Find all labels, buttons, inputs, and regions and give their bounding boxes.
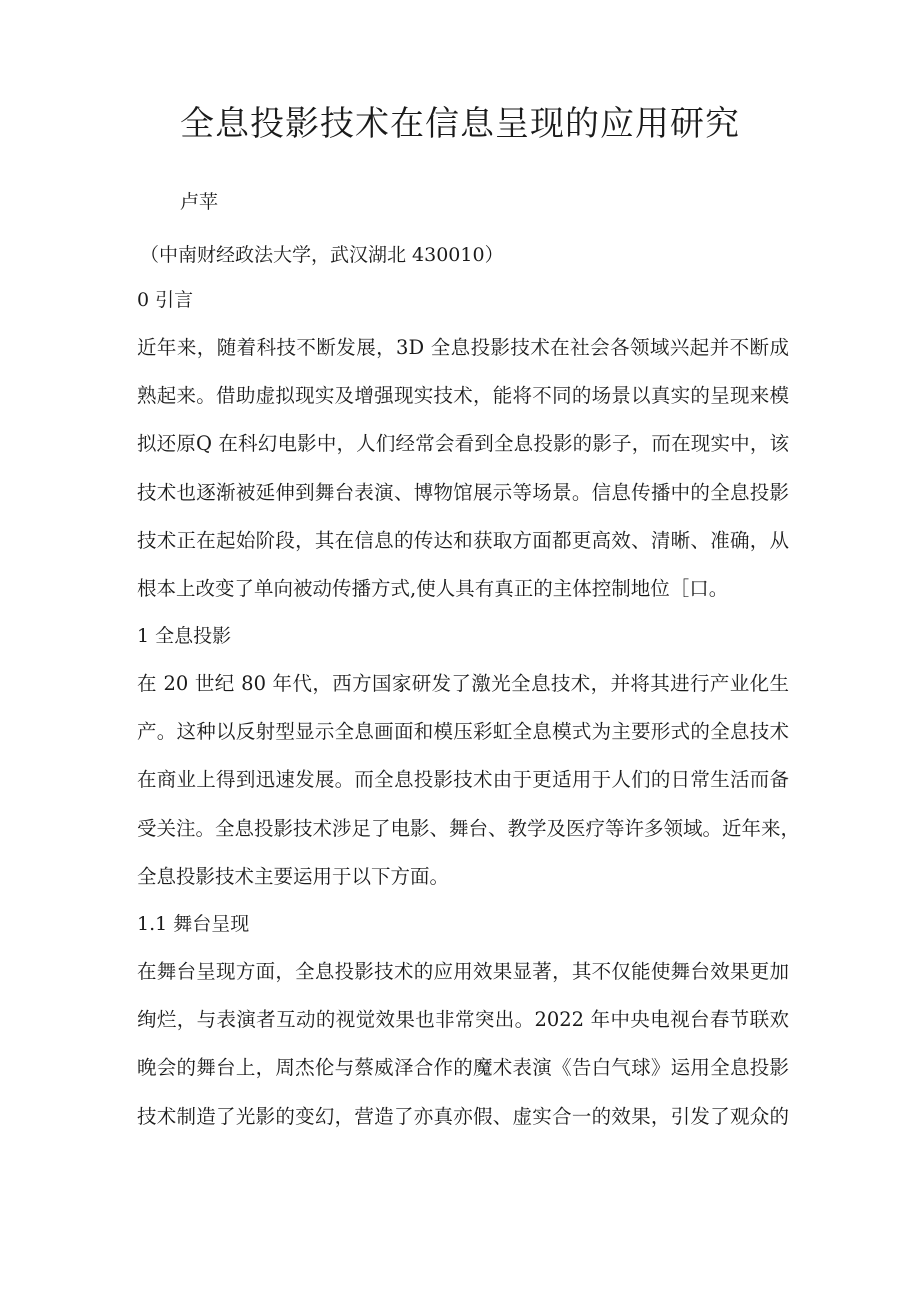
paragraph-line: 拟还原Q 在科幻电影中，人们经常会看到全息投影的影子，而在现实中，该 bbox=[137, 432, 789, 456]
paragraph-line: 在 20 世纪 80 年代，西方国家研发了激光全息技术，并将其进行产业化生 bbox=[137, 672, 789, 695]
paragraph-line: 技术也逐渐被延伸到舞台表演、博物馆展示等场景。信息传播中的全息投影 bbox=[137, 480, 789, 504]
paragraph-line: 近年来，随着科技不断发展，3D 全息投影技术在社会各领域兴起并不断成 bbox=[137, 336, 789, 359]
author-affiliation: （中南财经政法大学，武汉湖北 430010） bbox=[140, 244, 504, 266]
section-paragraph-introduction bbox=[137, 324, 789, 613]
paragraph-line: 根本上改变了单向被动传播方式,使人具有真正的主体控制地位［口。 bbox=[137, 577, 729, 601]
paragraph-line: 在商业上得到迅速发展。而全息投影技术由于更适用于人们的日常生活而备 bbox=[137, 768, 789, 792]
paragraph-line: 绚烂，与表演者互动的视觉效果也非常突出。2022 年中央电视台春节联欢 bbox=[137, 1008, 789, 1032]
section-paragraph-stage-presentation bbox=[137, 948, 789, 1141]
section-heading-holographic-projection: 1 全息投影 bbox=[137, 625, 232, 647]
author-name: 卢苹 bbox=[180, 191, 219, 213]
paragraph-line: 受关注。全息投影技术涉足了电影、舞台、教学及医疗等许多领域。近年来， bbox=[137, 816, 801, 840]
paragraph-line: 在舞台呈现方面，全息投影技术的应用效果显著，其不仅能使舞台效果更加 bbox=[137, 960, 789, 983]
paragraph-line: 熟起来。借助虚拟现实及增强现实技术，能将不同的场景以真实的呈现来模 bbox=[137, 384, 789, 408]
paragraph-line: 技术制造了光影的变幻，营造了亦真亦假、虚实合一的效果，引发了观众的 bbox=[137, 1104, 789, 1128]
page-title: 全息投影技术在信息呈现的应用研究 bbox=[180, 104, 740, 144]
section-heading-introduction: 0 引言 bbox=[137, 289, 194, 311]
paragraph-line: 晚会的舞台上，周杰伦与蔡威泽合作的魔术表演《告白气球》运用全息投影 bbox=[137, 1056, 789, 1080]
paragraph-line: 全息投影技术主要运用于以下方面。 bbox=[137, 864, 450, 888]
section-paragraph-holographic-projection bbox=[137, 660, 801, 901]
section-heading-stage-presentation: 1.1 舞台呈现 bbox=[137, 913, 250, 935]
paragraph-line: 技术正在起始阶段，其在信息的传达和获取方面都更高效、清晰、准确，从 bbox=[137, 528, 789, 552]
paragraph-line: 产。这种以反射型显示全息画面和模压彩虹全息模式为主要形式的全息技术 bbox=[137, 720, 789, 744]
